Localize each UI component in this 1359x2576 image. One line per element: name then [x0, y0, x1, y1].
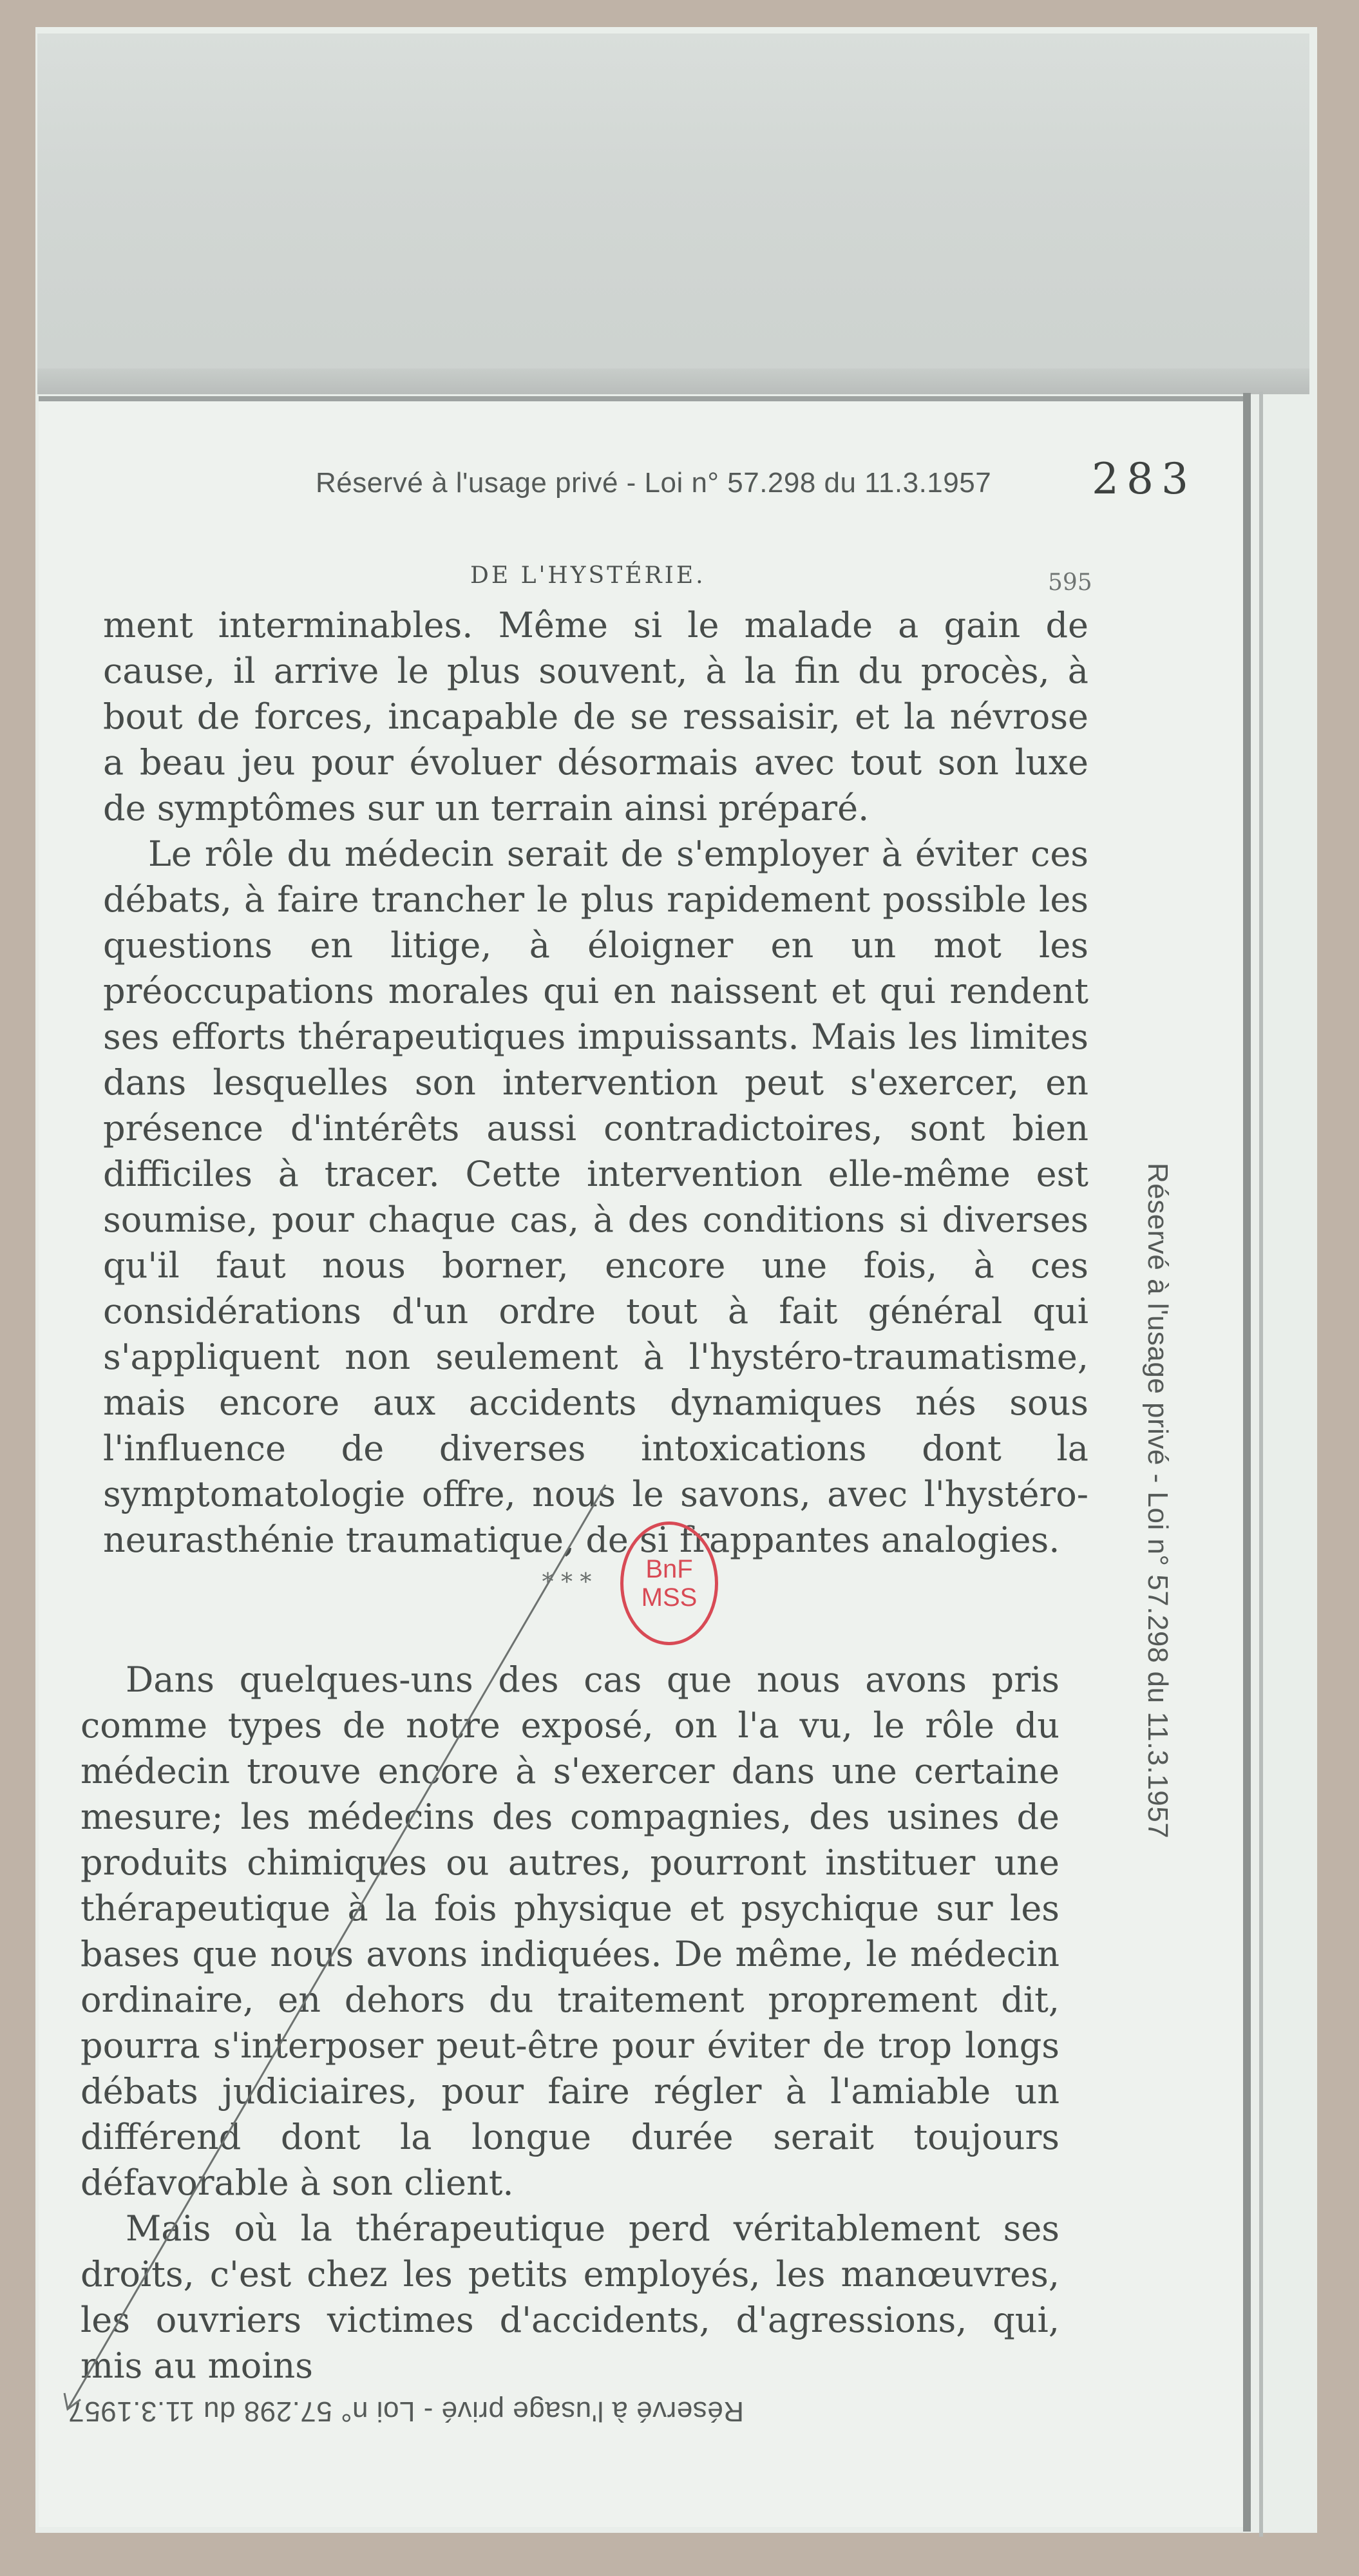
page-edge-shadow	[1243, 393, 1251, 2532]
private-use-stamp-bottom: Réservé à l'usage privé - Loi n° 57.298 du 11.3.1957	[68, 2396, 744, 2427]
folio-number: 283	[1092, 454, 1196, 504]
page-number: 595	[1048, 569, 1092, 596]
page-edge-line	[1259, 392, 1263, 2537]
stamp-line: MSS	[641, 1583, 698, 1612]
private-use-stamp-top: Réservé à l'usage privé - Loi n° 57.298 du 11.3.1957	[316, 467, 992, 499]
paragraph: Mais où la thérapeutique perd véritablement ses droits, c'est chez les petits employés, les manœuvres, les ouvriers victimes d'accidents, d'agressions, qui, mis au moins	[81, 2208, 1060, 2386]
section-ornament: * * *	[542, 1569, 592, 1596]
private-use-stamp-side: Réservé à l'usage privé - Loi n° 57.298 du 11.3.1957	[1142, 1163, 1174, 1839]
pencil-annotation-line	[61, 1482, 641, 2416]
paragraph: Dans quelques-uns des cas que nous avons pris comme types de notre exposé, on l'a vu, le rôle du médecin trouve encore à s'exercer dans une certaine mesure; les médecins des compagnies, des usines de produits chimiques ou autres, pourront instituer une thérapeutique à la fois physique et psychique sur les bases que nous avons indiquées. De même, le médecin ordinaire, en dehors du traitement proprement dit, pourra s'interposer peut-être pour éviter de trop longs débats judiciaires, pour faire régler à l'amiable un différend dont la longue durée serait toujours défavorable à son client.	[81, 1659, 1060, 2203]
paragraph: ment interminables. Même si le malade a gain de cause, il arrive le plus souvent, à la fin du procès, à bout de forces, incapable de se ressaisir, et la névrose a beau jeu pour évoluer désormais avec tout son luxe de symptômes sur un terrain ainsi préparé.	[103, 605, 1088, 828]
scanned-blank-band	[37, 33, 1309, 394]
paragraph: Le rôle du médecin serait de s'employer à éviter ces débats, à faire trancher le plus rapidement possible les questions en litige, à éloigner en un mot les préoccupations morales qui en naissent et qui rendent ses efforts thérapeutiques impuissants. Mais les limites dans lesquelles son intervention peut s'exercer, en présence d'intérêts aussi contradictoires, sont bien difficiles à tracer. Cette intervention elle-même est soumise, pour chaque cas, à des conditions si diverses qu'il faut nous borner, encore une fois, à ces considérations d'un ordre tout à fait général qui s'appliquent non seulement à l'hystéro-traumatisme, mais encore aux accidents dynamiques nés sous l'influence de diverses intoxications dont la symptomatologie offre, nous le savons, avec l'hystéro-neurasthénie traumatique, de si frappantes analogies.	[103, 834, 1088, 1560]
stamp-line: BnF	[645, 1555, 693, 1583]
running-head: DE L'HYSTÉRIE.	[470, 562, 706, 589]
text-block-upper	[103, 602, 1088, 1563]
